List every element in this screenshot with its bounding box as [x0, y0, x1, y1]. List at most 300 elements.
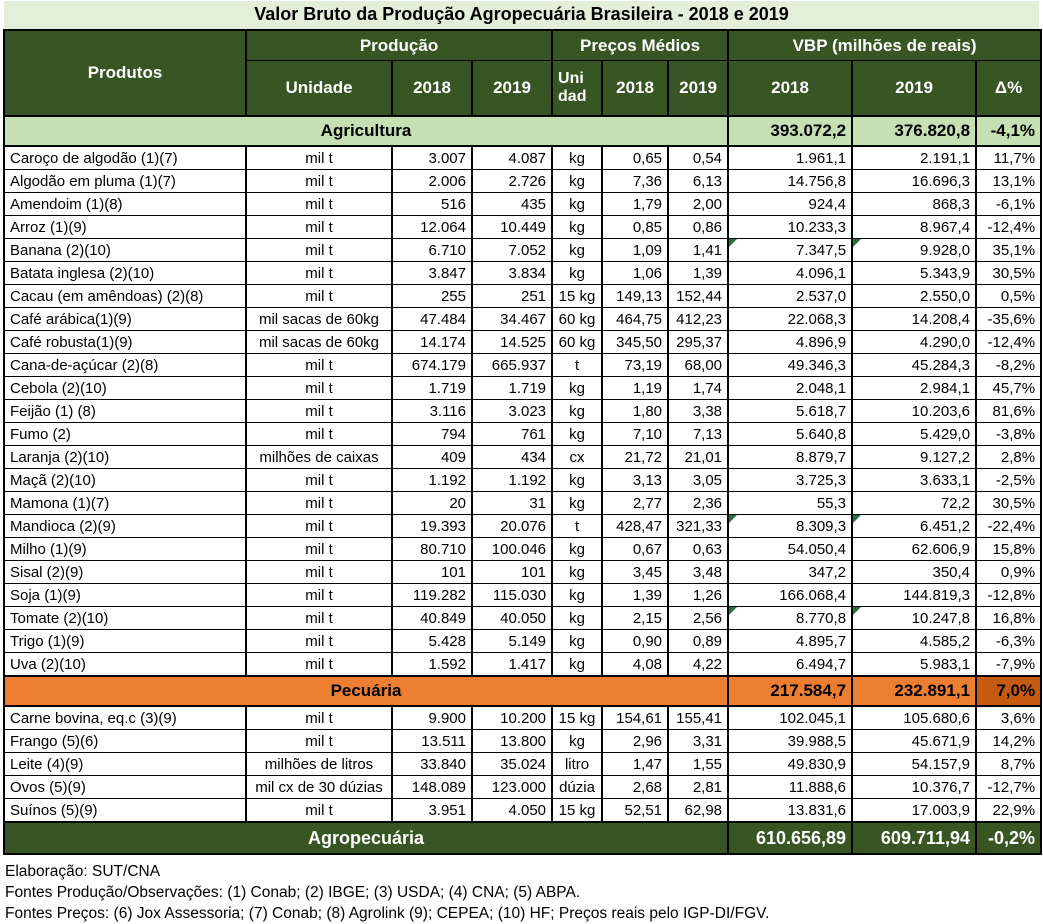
section-vbp-2018: 217.584,7: [728, 676, 852, 706]
production-2018-cell: 33.840: [392, 753, 472, 776]
vbp-2019-cell: [852, 607, 976, 630]
production-unit-cell: mil t: [246, 193, 392, 216]
price-2019-cell: 412,23: [668, 308, 728, 331]
table-row: [4, 239, 1041, 262]
delta-cell: 35,1%: [976, 239, 1041, 262]
total-delta: -0,2%: [976, 822, 1041, 854]
price-unit-cell: kg: [552, 492, 602, 515]
production-2018-cell: 3.951: [392, 799, 472, 823]
delta-cell: -8,2%: [976, 354, 1041, 377]
section-vbp-2019: 376.820,8: [852, 116, 976, 146]
vbp-2019-cell: [852, 799, 976, 823]
vbp-2018-cell: [728, 753, 852, 776]
delta-cell: -6,1%: [976, 193, 1041, 216]
cell-value: 868,3: [932, 195, 971, 213]
price-unit-cell: 60 kg: [552, 308, 602, 331]
product-name-cell: Carne bovina, eq.c (3)(9): [4, 706, 246, 730]
production-unit-cell: mil t: [246, 561, 392, 584]
price-unit-cell: kg: [552, 584, 602, 607]
product-name-cell: Frango (5)(6): [4, 730, 246, 753]
cell-value: 10.376,7: [911, 778, 971, 796]
vbp-2018-cell: [728, 285, 852, 308]
production-2019-cell: 10.449: [472, 216, 552, 239]
vbp-2018-cell: [728, 423, 852, 446]
price-2018-cell: 0,90: [602, 630, 668, 653]
vbp-table: [3, 29, 1042, 855]
vbp-2019-cell: [852, 308, 976, 331]
column-header-unidade: Unidade: [246, 61, 392, 117]
price-2019-cell: 0,86: [668, 216, 728, 239]
price-unit-cell: kg: [552, 170, 602, 193]
cell-value: 924,4: [808, 195, 847, 213]
product-name-cell: Laranja (2)(10): [4, 446, 246, 469]
page-title: Valor Bruto da Produção Agropecuária Brasileira - 2018 e 2019: [4, 1, 1039, 29]
price-2019-cell: 1,41: [668, 239, 728, 262]
production-2018-cell: 148.089: [392, 776, 472, 799]
table-row: [4, 730, 1041, 753]
section-vbp-2019: 232.891,1: [852, 676, 976, 706]
cell-note-icon: [729, 515, 737, 523]
price-unit-cell: 15 kg: [552, 706, 602, 730]
production-unit-cell: mil t: [246, 706, 392, 730]
cell-value: 6.451,2: [919, 517, 971, 535]
production-unit-cell: mil t: [246, 285, 392, 308]
production-unit-cell: mil t: [246, 170, 392, 193]
production-unit-cell: mil t: [246, 515, 392, 538]
section-pecuaria: [4, 676, 1041, 822]
cell-value: 5.343,9: [919, 264, 971, 282]
cell-value: 9.928,0: [919, 241, 971, 259]
production-2019-cell: 1.719: [472, 377, 552, 400]
production-2019-cell: 31: [472, 492, 552, 515]
cell-value: 4.585,2: [919, 632, 971, 650]
total-label: Agropecuária: [4, 822, 728, 854]
vbp-2018-cell: [728, 377, 852, 400]
product-name-cell: Ovos (5)(9): [4, 776, 246, 799]
vbp-2018-cell: [728, 515, 852, 538]
production-unit-cell: mil t: [246, 653, 392, 677]
price-2018-cell: 7,10: [602, 423, 668, 446]
price-2019-cell: 3,48: [668, 561, 728, 584]
production-2019-cell: 100.046: [472, 538, 552, 561]
cell-value: 45.284,3: [911, 356, 971, 374]
price-unit-cell: kg: [552, 630, 602, 653]
product-name-cell: Cana-de-açúcar (2)(8): [4, 354, 246, 377]
column-header-delta: Δ%: [976, 61, 1041, 117]
cell-value: 350,4: [932, 563, 971, 581]
vbp-2019-cell: [852, 515, 976, 538]
delta-cell: -6,3%: [976, 630, 1041, 653]
cell-value: 3.725,3: [795, 471, 847, 489]
vbp-2018-cell: [728, 653, 852, 677]
table-row: [4, 146, 1041, 170]
price-2018-cell: 1,39: [602, 584, 668, 607]
price-2018-cell: 4,08: [602, 653, 668, 677]
production-2018-cell: 80.710: [392, 538, 472, 561]
column-header-vbp-2018: 2018: [728, 61, 852, 117]
delta-cell: 13,1%: [976, 170, 1041, 193]
cell-value: 11.888,6: [788, 778, 847, 796]
cell-value: 54.157,9: [911, 755, 971, 773]
production-2019-cell: 2.726: [472, 170, 552, 193]
price-unit-cell: litro: [552, 753, 602, 776]
price-2018-cell: 21,72: [602, 446, 668, 469]
cell-value: 6.494,7: [795, 655, 847, 673]
section-label-pecuaria: Pecuária: [4, 676, 728, 706]
price-2019-cell: 1,55: [668, 753, 728, 776]
vbp-2019-cell: [852, 331, 976, 354]
price-unit-cell: 15 kg: [552, 799, 602, 823]
vbp-2018-cell: [728, 538, 852, 561]
vbp-2019-cell: [852, 170, 976, 193]
table-row: [4, 492, 1041, 515]
column-header-producao-2019: 2019: [472, 61, 552, 117]
cell-value: 45.671,9: [911, 732, 971, 750]
cell-value: 10.247,8: [911, 609, 971, 627]
vbp-2019-cell: [852, 630, 976, 653]
cell-value: 7.347,5: [795, 241, 847, 259]
delta-cell: -35,6%: [976, 308, 1041, 331]
cell-value: 72,2: [940, 494, 971, 512]
column-group-precos-medios: Preços Médios: [552, 30, 728, 61]
price-unit-cell: kg: [552, 423, 602, 446]
product-name-cell: Caroço de algodão (1)(7): [4, 146, 246, 170]
cell-value: 22.068,3: [787, 310, 847, 328]
production-2018-cell: 1.592: [392, 653, 472, 677]
production-2019-cell: 20.076: [472, 515, 552, 538]
table-row: [4, 285, 1041, 308]
production-unit-cell: mil t: [246, 423, 392, 446]
cell-value: 166.068,4: [779, 586, 847, 604]
cell-value: 2.048,1: [795, 379, 847, 397]
production-2019-cell: 35.024: [472, 753, 552, 776]
section-agricultura: [4, 116, 1041, 676]
cell-value: 39.988,5: [787, 732, 847, 750]
table-row: [4, 354, 1041, 377]
vbp-2019-cell: [852, 538, 976, 561]
production-2019-cell: 115.030: [472, 584, 552, 607]
product-name-cell: Mamona (1)(7): [4, 492, 246, 515]
table-row: [4, 706, 1041, 730]
production-2018-cell: 516: [392, 193, 472, 216]
price-2018-cell: 1,19: [602, 377, 668, 400]
production-2019-cell: 7.052: [472, 239, 552, 262]
vbp-2019-cell: [852, 216, 976, 239]
production-unit-cell: mil sacas de 60kg: [246, 331, 392, 354]
vbp-2019-cell: [852, 146, 976, 170]
production-2018-cell: 9.900: [392, 706, 472, 730]
price-unit-cell: kg: [552, 730, 602, 753]
vbp-2019-cell: [852, 776, 976, 799]
section-row-pecuaria: [4, 676, 1041, 706]
price-unit-cell: t: [552, 354, 602, 377]
production-unit-cell: mil t: [246, 239, 392, 262]
price-unit-cell: kg: [552, 469, 602, 492]
table-row: [4, 538, 1041, 561]
cell-value: 8.309,3: [795, 517, 847, 535]
vbp-2018-cell: [728, 607, 852, 630]
price-2018-cell: 1,09: [602, 239, 668, 262]
product-name-cell: Arroz (1)(9): [4, 216, 246, 239]
cell-value: 55,3: [816, 494, 847, 512]
table-row: [4, 753, 1041, 776]
total-vbp-2018: 610.656,89: [728, 822, 852, 854]
price-unit-cell: kg: [552, 146, 602, 170]
delta-cell: 3,6%: [976, 706, 1041, 730]
cell-note-icon: [729, 607, 737, 615]
cell-value: 16.696,3: [911, 172, 971, 190]
price-2018-cell: 52,51: [602, 799, 668, 823]
cell-value: 8.770,8: [795, 609, 847, 627]
table-row: [4, 653, 1041, 677]
price-2019-cell: 21,01: [668, 446, 728, 469]
price-2018-cell: 7,36: [602, 170, 668, 193]
production-unit-cell: mil t: [246, 799, 392, 823]
column-header-preco-2018: 2018: [602, 61, 668, 117]
delta-cell: -22,4%: [976, 515, 1041, 538]
production-2018-cell: 3.116: [392, 400, 472, 423]
price-2019-cell: 62,98: [668, 799, 728, 823]
delta-cell: 8,7%: [976, 753, 1041, 776]
vbp-2018-cell: [728, 239, 852, 262]
vbp-2018-cell: [728, 584, 852, 607]
vbp-2018-cell: [728, 446, 852, 469]
cell-value: 5.618,7: [795, 402, 847, 420]
table-row: [4, 170, 1041, 193]
cell-value: 5.640,8: [795, 425, 847, 443]
vbp-2019-cell: [852, 653, 976, 677]
cell-value: 102.045,1: [779, 709, 847, 727]
section-label-agricultura: Agricultura: [4, 116, 728, 146]
delta-cell: -3,8%: [976, 423, 1041, 446]
delta-cell: 22,9%: [976, 799, 1041, 823]
table-row: [4, 607, 1041, 630]
production-2019-cell: 5.149: [472, 630, 552, 653]
column-header-unidad: [552, 61, 602, 117]
product-name-cell: Maçã (2)(10): [4, 469, 246, 492]
cell-value: 9.127,2: [919, 448, 971, 466]
cell-value: 2.550,0: [919, 287, 971, 305]
section-row-agricultura: [4, 116, 1041, 146]
cell-value: 2.537,0: [795, 287, 847, 305]
price-2019-cell: 2,81: [668, 776, 728, 799]
production-2018-cell: 47.484: [392, 308, 472, 331]
production-2019-cell: 123.000: [472, 776, 552, 799]
vbp-2019-cell: [852, 377, 976, 400]
vbp-2018-cell: [728, 776, 852, 799]
price-2018-cell: 1,06: [602, 262, 668, 285]
production-unit-cell: mil t: [246, 377, 392, 400]
price-2018-cell: 0,65: [602, 146, 668, 170]
vbp-2018-cell: [728, 193, 852, 216]
price-unit-cell: kg: [552, 400, 602, 423]
price-2018-cell: 345,50: [602, 331, 668, 354]
delta-cell: 30,5%: [976, 262, 1041, 285]
production-2018-cell: 3.847: [392, 262, 472, 285]
production-2019-cell: 14.525: [472, 331, 552, 354]
production-unit-cell: mil t: [246, 216, 392, 239]
production-2019-cell: 1.417: [472, 653, 552, 677]
delta-cell: 45,7%: [976, 377, 1041, 400]
delta-cell: 11,7%: [976, 146, 1041, 170]
price-2019-cell: 152,44: [668, 285, 728, 308]
production-unit-cell: mil cx de 30 dúzias: [246, 776, 392, 799]
production-2019-cell: 434: [472, 446, 552, 469]
vbp-2018-cell: [728, 561, 852, 584]
cell-note-icon: [853, 239, 861, 247]
price-2018-cell: 428,47: [602, 515, 668, 538]
footer-fontes-producao: Fontes Produção/Observações: (1) Conab; (2) IBGE; (3) USDA; (4) CNA; (5) ABPA.: [5, 884, 581, 901]
column-header-preco-2019: 2019: [668, 61, 728, 117]
vbp-2018-cell: [728, 262, 852, 285]
vbp-2018-cell: [728, 170, 852, 193]
table-row: [4, 446, 1041, 469]
price-2018-cell: 2,15: [602, 607, 668, 630]
price-2019-cell: 2,36: [668, 492, 728, 515]
cell-value: 10.233,3: [787, 218, 847, 236]
table-row: [4, 630, 1041, 653]
production-2019-cell: 4.087: [472, 146, 552, 170]
production-2018-cell: 3.007: [392, 146, 472, 170]
delta-cell: 30,5%: [976, 492, 1041, 515]
product-name-cell: Fumo (2): [4, 423, 246, 446]
production-2018-cell: 1.719: [392, 377, 472, 400]
production-unit-cell: mil t: [246, 584, 392, 607]
price-unit-cell: kg: [552, 262, 602, 285]
product-name-cell: Feijão (1) (8): [4, 400, 246, 423]
vbp-2018-cell: [728, 492, 852, 515]
section-vbp-2018: 393.072,2: [728, 116, 852, 146]
cell-note-icon: [729, 239, 737, 247]
table-row: [4, 216, 1041, 239]
cell-value: 13.831,6: [787, 801, 847, 819]
delta-cell: -12,4%: [976, 331, 1041, 354]
delta-cell: 0,9%: [976, 561, 1041, 584]
price-2019-cell: 155,41: [668, 706, 728, 730]
product-name-cell: Algodão em pluma (1)(7): [4, 170, 246, 193]
price-2019-cell: 0,63: [668, 538, 728, 561]
production-2019-cell: 34.467: [472, 308, 552, 331]
vbp-2019-cell: [852, 584, 976, 607]
cell-value: 347,2: [808, 563, 847, 581]
table-row: [4, 331, 1041, 354]
cell-value: 62.606,9: [911, 540, 971, 558]
production-2019-cell: 761: [472, 423, 552, 446]
table-row: [4, 262, 1041, 285]
vbp-2019-cell: [852, 730, 976, 753]
vbp-2019-cell: [852, 561, 976, 584]
price-unit-cell: kg: [552, 653, 602, 677]
vbp-2018-cell: [728, 400, 852, 423]
table-row: [4, 584, 1041, 607]
price-2018-cell: 1,80: [602, 400, 668, 423]
price-2019-cell: 68,00: [668, 354, 728, 377]
production-2018-cell: 40.849: [392, 607, 472, 630]
price-2019-cell: 1,26: [668, 584, 728, 607]
production-unit-cell: mil t: [246, 630, 392, 653]
price-unit-cell: dúzia: [552, 776, 602, 799]
price-2019-cell: 1,39: [668, 262, 728, 285]
production-unit-cell: mil t: [246, 607, 392, 630]
price-2018-cell: 1,79: [602, 193, 668, 216]
vbp-2019-cell: [852, 285, 976, 308]
table-row: [4, 776, 1041, 799]
column-header-vbp-2019: 2019: [852, 61, 976, 117]
price-2019-cell: 2,56: [668, 607, 728, 630]
cell-note-icon: [853, 607, 861, 615]
cell-value: 105.680,6: [903, 709, 971, 727]
cell-value: 14.756,8: [787, 172, 847, 190]
price-2018-cell: 2,77: [602, 492, 668, 515]
vbp-2019-cell: [852, 469, 976, 492]
table-row: [4, 423, 1041, 446]
production-2019-cell: 665.937: [472, 354, 552, 377]
delta-cell: 15,8%: [976, 538, 1041, 561]
vbp-2018-cell: [728, 706, 852, 730]
production-unit-cell: mil t: [246, 538, 392, 561]
product-name-cell: Café robusta(1)(9): [4, 331, 246, 354]
production-unit-cell: milhões de caixas: [246, 446, 392, 469]
price-2018-cell: 149,13: [602, 285, 668, 308]
production-2019-cell: 40.050: [472, 607, 552, 630]
cell-value: 54.050,4: [787, 540, 847, 558]
total-row-agropecuaria: [4, 822, 1041, 854]
production-2019-cell: 1.192: [472, 469, 552, 492]
price-2019-cell: 2,00: [668, 193, 728, 216]
price-2019-cell: 3,31: [668, 730, 728, 753]
price-2019-cell: 321,33: [668, 515, 728, 538]
price-2019-cell: 6,13: [668, 170, 728, 193]
vbp-2019-cell: [852, 239, 976, 262]
price-2019-cell: 295,37: [668, 331, 728, 354]
price-2018-cell: 154,61: [602, 706, 668, 730]
delta-cell: 16,8%: [976, 607, 1041, 630]
production-unit-cell: milhões de litros: [246, 753, 392, 776]
vbp-2019-cell: [852, 262, 976, 285]
vbp-2018-cell: [728, 730, 852, 753]
production-2018-cell: 1.192: [392, 469, 472, 492]
production-2018-cell: 794: [392, 423, 472, 446]
cell-value: 4.290,0: [919, 333, 971, 351]
production-unit-cell: mil t: [246, 400, 392, 423]
price-unit-cell: kg: [552, 193, 602, 216]
price-2018-cell: 1,47: [602, 753, 668, 776]
vbp-2018-cell: [728, 630, 852, 653]
delta-cell: -12,8%: [976, 584, 1041, 607]
product-name-cell: Tomate (2)(10): [4, 607, 246, 630]
unidad-line2: dad: [558, 88, 587, 105]
column-header-produtos: Produtos: [4, 30, 246, 116]
vbp-2018-cell: [728, 354, 852, 377]
cell-value: 17.003,9: [911, 801, 971, 819]
production-2018-cell: 255: [392, 285, 472, 308]
production-2018-cell: 20: [392, 492, 472, 515]
vbp-2018-cell: [728, 146, 852, 170]
product-name-cell: Leite (4)(9): [4, 753, 246, 776]
column-header-producao-2018: 2018: [392, 61, 472, 117]
production-2018-cell: 2.006: [392, 170, 472, 193]
section-delta: 7,0%: [976, 676, 1041, 706]
production-unit-cell: mil sacas de 60kg: [246, 308, 392, 331]
price-2019-cell: 7,13: [668, 423, 728, 446]
price-unit-cell: cx: [552, 446, 602, 469]
production-unit-cell: mil t: [246, 262, 392, 285]
product-name-cell: Sisal (2)(9): [4, 561, 246, 584]
production-unit-cell: mil t: [246, 354, 392, 377]
production-2018-cell: 6.710: [392, 239, 472, 262]
footer-fontes-precos: Fontes Preços: (6) Jox Assessoria; (7) Conab; (8) Agrolink (9); CEPEA; (10) HF; Preços reais pelo IGP-DI/FGV.: [5, 905, 770, 922]
production-2019-cell: 3.834: [472, 262, 552, 285]
